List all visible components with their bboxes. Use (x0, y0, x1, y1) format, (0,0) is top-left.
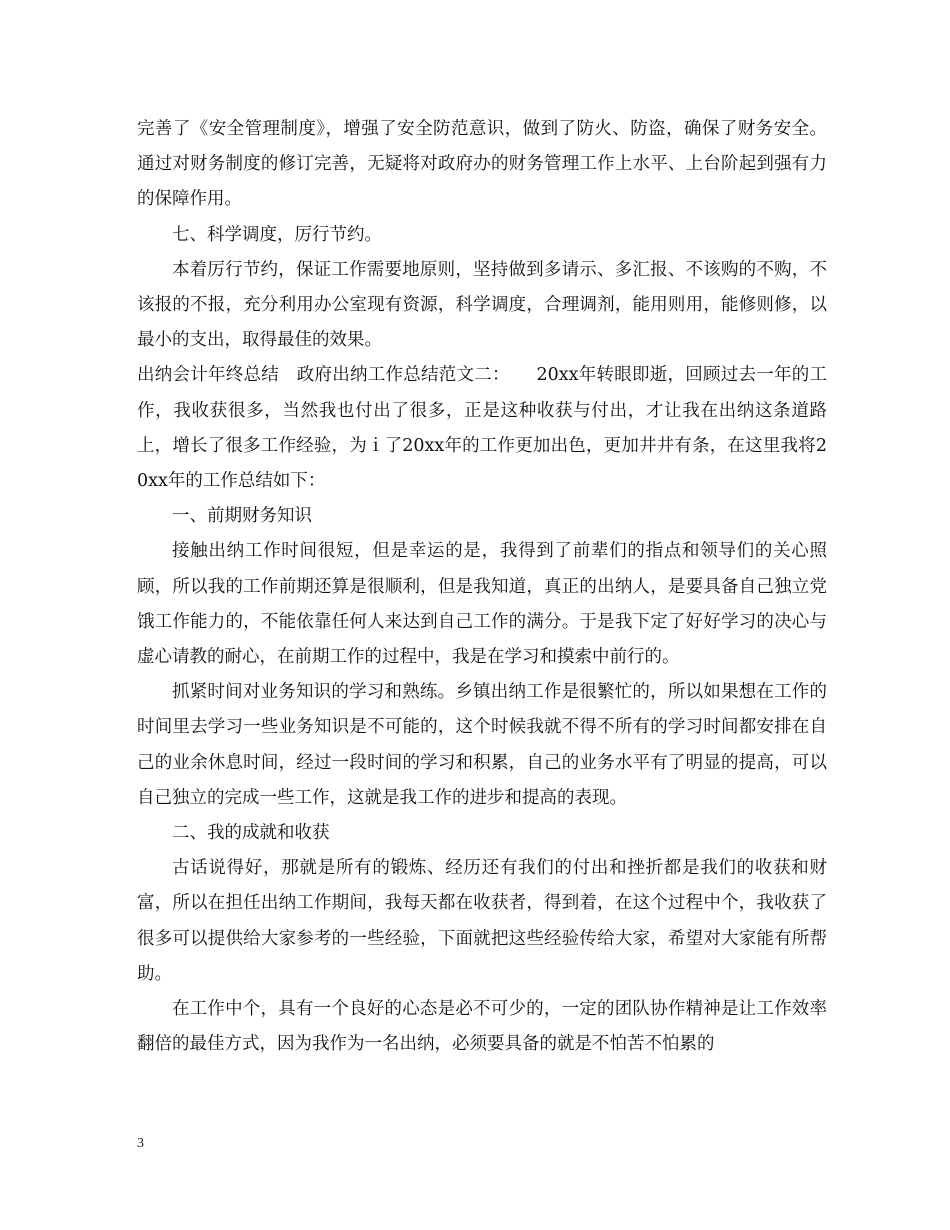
paragraph: 完善了《安全管理制度》，增强了安全防范意识，做到了防火、防盗，确保了财务安全。通过对财务制度的修订完善，无疑将对政府办的财务管理工作上水平、上台阶起到强有力的保障作用。 (137, 119, 827, 210)
page-number: 3 (137, 1136, 144, 1151)
section-heading: 二、我的成就和收获 (172, 823, 330, 844)
paragraph: 古话说得好，那就是所有的锻炼、经历还有我们的付出和挫折都是我们的收获和财富，所以在担任出纳工作期间，我每天都在收获者，得到着，在这个过程中个，我收获了很多可以提供给大家参考的一些经验，下面就把这些经验传给大家，希望对大家能有所帮助。 (137, 858, 827, 984)
document-body (137, 112, 827, 1062)
paragraph: 接触出纳工作时间很短，但是幸运的是，我得到了前辈们的指点和领导们的关心照顾，所以我的工作前期还算是很顺利，但是我知道，真正的出纳人，是要具备自己独立党饿工作能力的，不能依靠任何人来达到自己工作的满分。于是我下定了好好学习的决心与虚心请教的耐心，在前期工作的过程中，我是在学习和摸索中前行的。 (137, 541, 827, 668)
paragraph: 出纳会计年终总结 政府出纳工作总结范文二： 20xx年转眼即逝，回顾过去一年的工作，我收获很多，当然我也付出了很多，正是这种收获与付出，才让我在出纳这条道路上，增长了很多工作经验，为ｉ了20xx年的工作更加出色，更加井井有条，在这里我将20xx年的工作总结如下： (137, 365, 827, 492)
section-heading: 七、科学调度，厉行节约。 (172, 224, 382, 245)
paragraph: 本着厉行节约，保证工作需要地原则，坚持做到多请示、多汇报、不该购的不购，不该报的不报，充分利用办公室现有资源，科学调度，合理调剂，能用则用，能修则修，以最小的支出，取得最佳的效果。 (137, 259, 827, 351)
paragraph: 在工作中个，具有一个良好的心态是必不可少的，一定的团队协作精神是让工作效率翻倍的最佳方式，因为我作为一名出纳，必须要具备的就是不怕苦不怕累的 (137, 999, 827, 1055)
paragraph: 抓紧时间对业务知识的学习和熟练。乡镇出纳工作是很繁忙的，所以如果想在工作的时间里去学习一些业务知识是不可能的，这个时候我就不得不所有的学习时间都安排在自己的业余休息时间，经过一段时间的学习和积累，自己的业务水平有了明显的提高，可以自己独立的完成一些工作，这就是我工作的进步和提高的表现。 (137, 682, 827, 808)
section-heading: 一、前期财务知识 (172, 506, 312, 527)
